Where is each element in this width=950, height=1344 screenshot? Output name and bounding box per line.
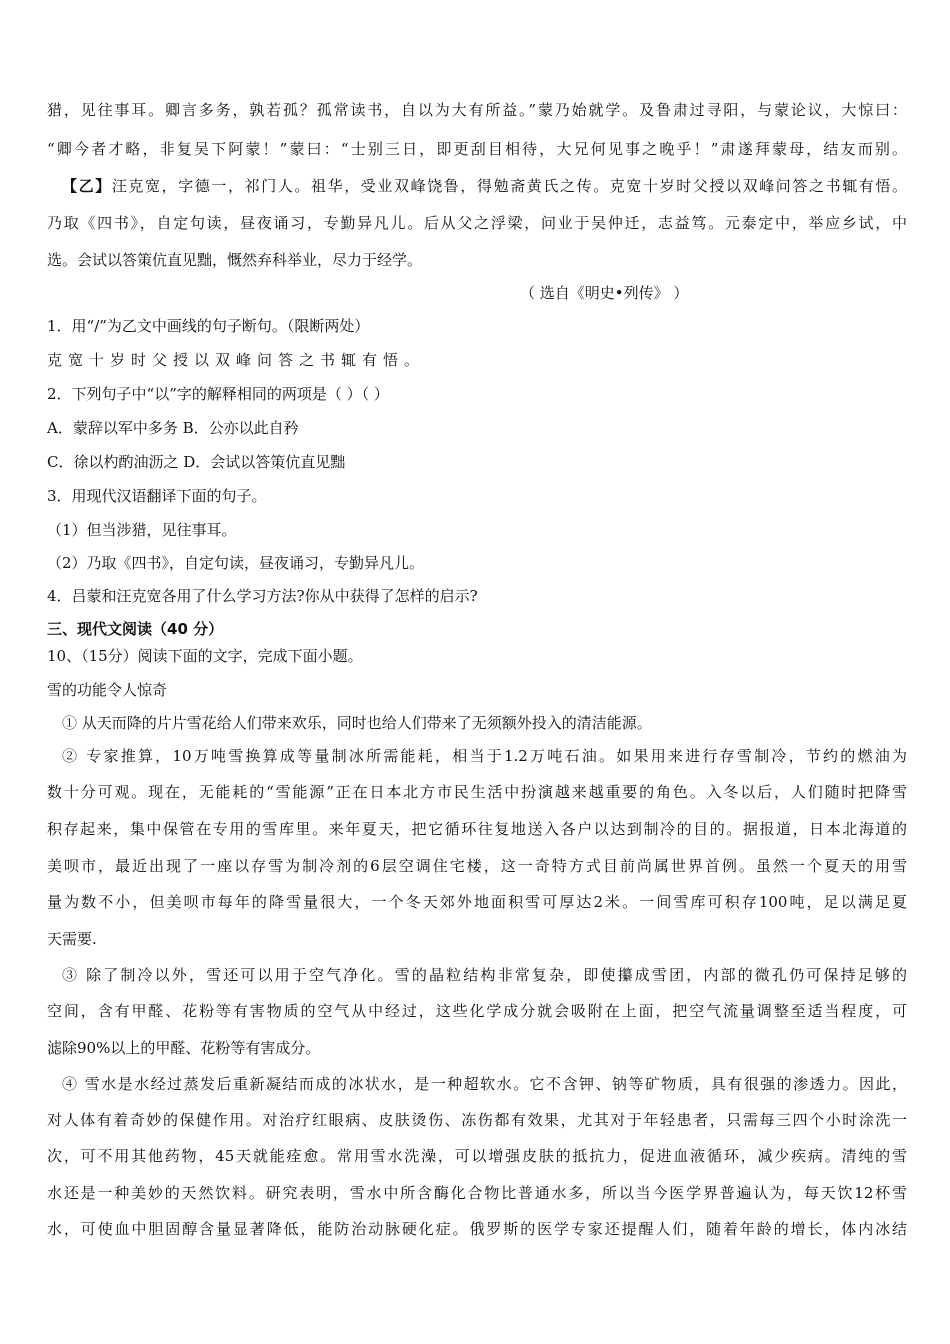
question-1: 1．用“/”为乙文中画线的句子断句。（限断两处） [47,317,370,335]
article-paragraph-3-line-2: 空间，含有甲醛、花粉等有害物质的空气从中经过，这些化学成分就会吸附在上面，把空气流量调整至适当程度，可 [47,1002,907,1020]
passage-b-source: （ 选自《明史•列传》 ） [520,284,689,302]
article-paragraph-2-line-3: 积存起来，集中保管在专用的雪库里。来年夏天，把它循环往复地送入各户以达到制冷的目的。据报道，日本北海道的 [47,820,907,838]
passage-a-line-2: “卿今者才略，非复吴下阿蒙！”蒙曰：“士别三日，即更刮目相待，大兄何见事之晚乎！”肃遂拜蒙母，结友而别。 [47,140,907,158]
article-paragraph-2-line-1: ② 专家推算，10万吨雪换算成等量制冰所需能耗，相当于1.2万吨石油。如果用来进行存雪制冷，节约的燃油为 [62,747,907,765]
article-paragraph-2-line-5: 量为数不小，但美呗市每年的降雪量很大，一个冬天郊外地面积雪可厚达2米。一间雪库可积存100吨，足以满足夏 [47,893,907,911]
question-3-item-2: （2）乃取《四书》，自定句读，昼夜诵习，专勤异凡儿。 [47,554,425,572]
article-paragraph-4-line-5: 水，可使血中胆固醇含量显著降低，能防治动脉硬化症。俄罗斯的医学专家还提醒人们，随着年龄的增长，体内冰结 [47,1220,907,1238]
question-3: 3．用现代汉语翻译下面的句子。 [47,487,267,505]
question-2: 2．下列句子中“以”字的解释相同的两项是（ ）（ ） [47,385,389,403]
question-1-sentence: 克宽十岁时父授以双峰问答之书辄有悟。 [47,351,426,369]
passage-b-line-1-text: 汪克宽，字德一，祁门人。祖华，受业双峰饶鲁，得勉斋黄氏之传。克宽十岁时父授以双峰问答之书辄有悟。 [111,177,907,195]
article-paragraph-2-line-4: 美呗市，最近出现了一座以存雪为制冷剂的6层空调住宅楼，这一奇特方式目前尚属世界首例。虽然一个夏天的用雪 [47,857,907,875]
question-4: 4．吕蒙和汪克宽各用了什么学习方法?你从中获得了怎样的启示? [47,587,478,605]
passage-b-line-3: 选。会试以答策伉直见黜，慨然弃科举业，尽力于经学。 [47,251,423,269]
passage-b-line-1 [62,176,907,196]
article-title: 雪的功能令人惊奇 [47,681,168,699]
article-paragraph-4-line-3: 次，可不用其他药物，45天就能痊愈。常用雪水洗澡，可以增强皮肤的抵抗力，促进血液循环，减少疾病。清纯的雪 [47,1147,907,1165]
question-3-item-1: （1）但当涉猎，见往事耳。 [47,521,237,539]
question-2-options-cd: C．徐以杓酌油沥之 D．会试以答策伉直见黜 [47,453,346,471]
article-paragraph-3-line-3: 滤除90%以上的甲醛、花粉等有害成分。 [47,1039,321,1057]
article-paragraph-2-line-2: 数十分可观。现在，无能耗的“雪能源”正在日本北方市民生活中扮演越来越重要的角色。入冬以后，人们随时把降雪 [47,783,907,801]
passage-a-line-1: 猎，见往事耳。卿言多务，孰若孤？孤常读书，自以为大有所益。”蒙乃始就学。及鲁肃过寻阳，与蒙论议，大惊曰： [47,101,907,119]
section-3-heading: 三、现代文阅读（40 分） [47,620,224,638]
article-paragraph-3-line-1: ③ 除了制冷以外，雪还可以用于空气净化。雪的晶粒结构非常复杂，即使攥成雪团，内部的微孔仍可保持足够的 [62,966,907,984]
question-10-prompt: 10、（15分）阅读下面的文字，完成下面小题。 [47,647,363,665]
passage-b-label: 【乙】 [62,177,112,195]
question-2-options-ab: A．蒙辞以军中多务 B．公亦以此自矜 [47,419,299,437]
passage-b-line-2: 乃取《四书》，自定句读，昼夜诵习，专勤异凡儿。后从父之浮梁，问业于吴仲迁，志益笃。元泰定中，举应乡试，中 [47,214,907,232]
article-paragraph-4-line-2: 对人体有着奇妙的保健作用。对治疗红眼病、皮肤烫伤、冻伤都有效果，尤其对于年轻患者，只需每三四个小时涂洗一 [47,1111,907,1129]
article-paragraph-2-line-6: 天需要. [47,930,97,948]
article-paragraph-4-line-4: 水还是一种美妙的天然饮料。研究表明，雪水中所含酶化合物比普通水多，所以当今医学界普遍认为，每天饮12杯雪 [47,1184,907,1202]
article-paragraph-4-line-1: ④ 雪水是水经过蒸发后重新凝结而成的冰状水，是一种超软水。它不含钾、钠等矿物质，具有很强的渗透力。因此， [62,1075,907,1093]
article-paragraph-1: ① 从天而降的片片雪花给人们带来欢乐，同时也给人们带来了无须额外投入的清洁能源。 [62,714,652,732]
